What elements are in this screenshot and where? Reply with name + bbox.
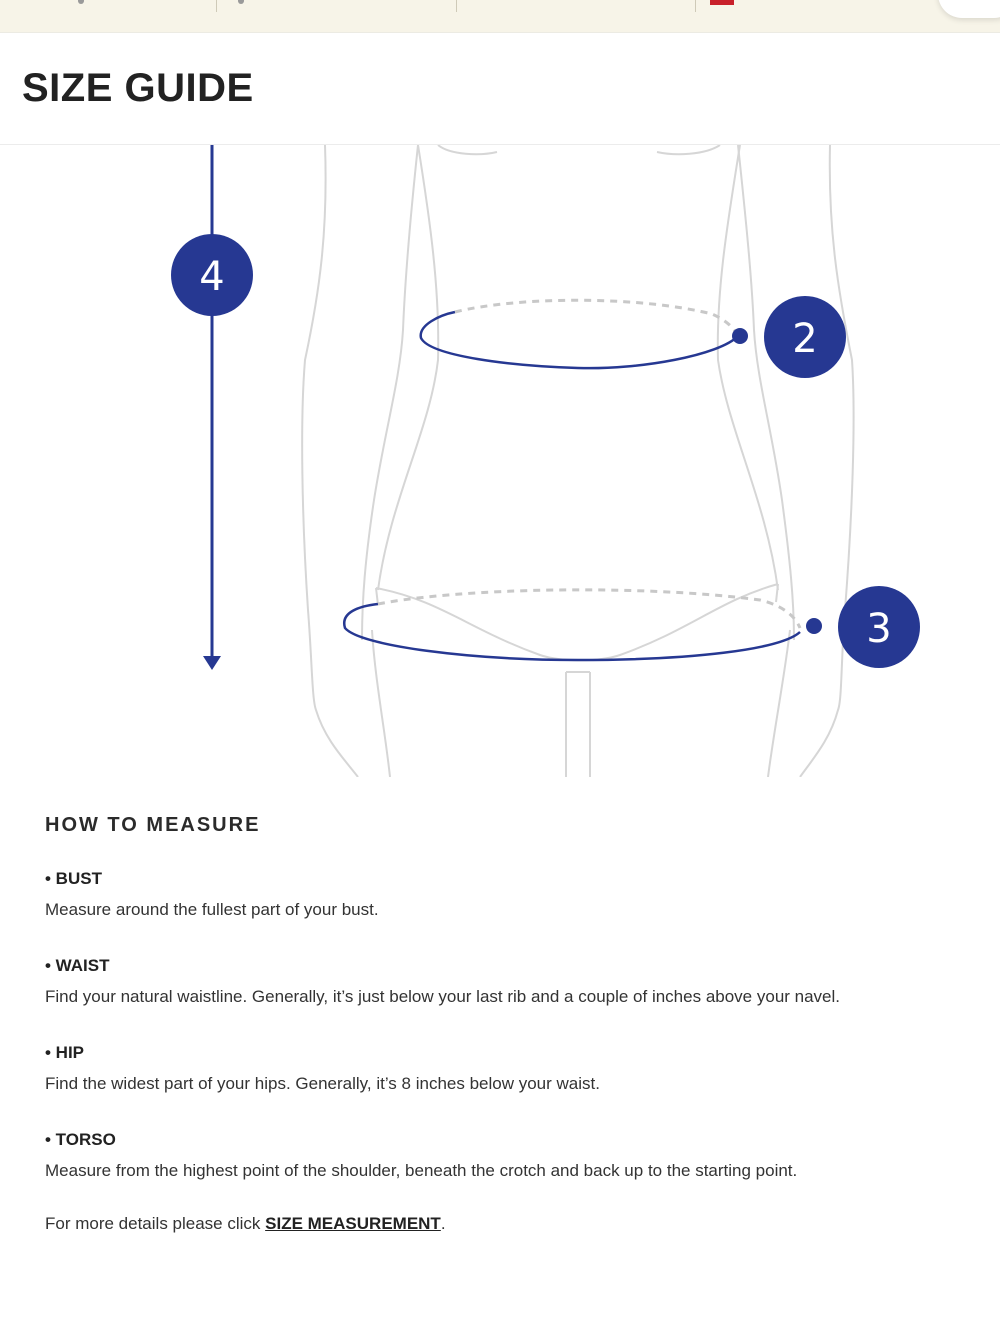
more-details-prefix: For more details please click (45, 1214, 266, 1233)
how-to-measure-title: HOW TO MEASURE (45, 814, 261, 836)
more-details-note (45, 1214, 965, 1234)
hip-front-line (344, 604, 800, 660)
measurement-diagram (0, 145, 1000, 777)
hip-marker (838, 586, 920, 668)
page-header (0, 32, 1000, 145)
waist-marker (764, 296, 846, 378)
tab-separator (456, 0, 457, 12)
body-outline (302, 145, 853, 777)
measure-item-waist (45, 956, 965, 1007)
torso-marker (171, 234, 253, 316)
tab-fragment (78, 0, 84, 4)
hip-marker-number: 3 (866, 606, 892, 652)
measure-item-desc: Find your natural waistline. Generally, it’s just below your last rib and a couple of inches above your navel. (45, 987, 841, 1006)
waist-back-dashed (455, 300, 738, 336)
measure-item-desc: Find the widest part of your hips. Generally, it’s 8 inches below your waist. (45, 1074, 600, 1093)
tab-separator (216, 0, 217, 12)
measure-item-bust (45, 869, 965, 920)
waist-marker-number: 2 (792, 316, 818, 362)
measure-item-torso (45, 1130, 965, 1181)
measure-item-desc: Measure from the highest point of the shoulder, beneath the crotch and back up to the starting point. (45, 1161, 798, 1180)
measure-item-title: • BUST (45, 869, 102, 888)
page-title: SIZE GUIDE (22, 66, 254, 110)
measure-item-title: • HIP (45, 1043, 85, 1062)
tab-fragment (238, 0, 244, 4)
hip-dot (806, 618, 822, 634)
gift-icon[interactable] (710, 0, 734, 5)
torso-arrow-head (203, 656, 221, 670)
torso-marker-number: 4 (199, 254, 225, 300)
how-to-measure-section (45, 814, 965, 1234)
measure-item-hip (45, 1043, 965, 1094)
measure-item-title: • TORSO (45, 1130, 116, 1149)
waist-dot (732, 328, 748, 344)
floating-action-button[interactable] (938, 0, 1000, 18)
browser-top-bar (0, 0, 1000, 33)
size-measurement-link[interactable]: SIZE MEASUREMENT (265, 1214, 441, 1233)
more-details-suffix: . (440, 1214, 446, 1233)
waist-front-line (421, 312, 738, 368)
measure-item-title: • WAIST (45, 956, 110, 975)
measure-item-desc: Measure around the fullest part of your bust. (45, 900, 379, 919)
tab-separator (695, 0, 696, 12)
